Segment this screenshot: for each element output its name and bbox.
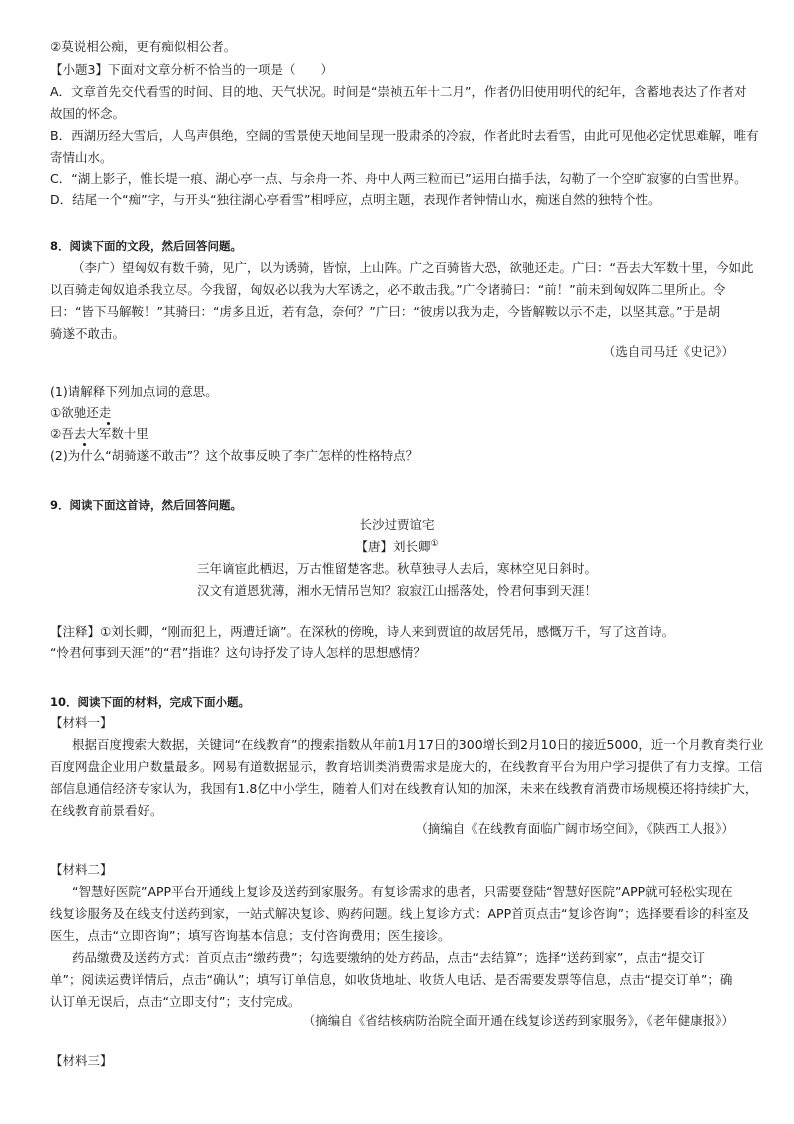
q8-item2: ②吾去大军数十里 <box>50 426 149 441</box>
material2-line4: 药品缴费及送药方式：首页点击“缴药费”；勾选要缴纳的处方药品，点击“去结算”；选择“送药到家”，点击“提交订 <box>72 950 705 965</box>
q9-question: “怜君何事到天涯”的“君”指谁？这句诗抒发了诗人怎样的思想感情？ <box>50 645 426 660</box>
material2-source: （摘编自《省结核病防治院全面开通在线复诊送药到家服务》，《老年健康报》） <box>302 1013 734 1028</box>
material1-source: （摘编自《在线教育面临广阔市场空间》，《陕西工人报》） <box>415 821 734 836</box>
material2-label: 【材料二】 <box>50 862 113 877</box>
material2-line1: “智慧好医院”APP平台开通线上复诊及送药到家服务。有复诊需求的患者，只需要登陆“智慧好医院”APP就可轻松实现在 <box>72 884 733 899</box>
q7-line-top: ②莫说相公痴，更有痴似相公者。 <box>50 39 237 54</box>
material1-line2: 百度网盘企业用户数量最多。网易有道数据显示，教育培训类消费需求是庞大的，在线教育平台为用户学习提供了有力支撑。工信 <box>50 759 763 774</box>
q8-sub2: (2)为什么“胡骑遂不敢击”？这个故事反映了李广怎样的性格特点？ <box>50 448 419 463</box>
emphasis-dot-zou <box>107 422 110 425</box>
material2-line2: 线复诊服务及在线支付送药到家，一站式解决复诊、购药问题。线上复诊方式：APP首页点击“复诊咨询”；选择要看诊的科室及 <box>50 906 750 921</box>
q9-heading: 9．阅读下面这首诗，然后回答问题。 <box>50 498 242 512</box>
poem-verse1: 三年谪宦此栖迟，万古惟留楚客悲。秋草独寻人去后，寒林空见日斜时。 <box>196 561 597 576</box>
material1-label: 【材料一】 <box>50 715 113 730</box>
poem-author <box>0 538 794 556</box>
q8-passage-line3: 曰：“皆下马解鞍！”其骑曰：“虏多且近，若有急，奈何？”广曰：“彼虏以我为走，今皆解鞍以示不走，以坚其意。”于是胡 <box>50 304 721 319</box>
q7-option-b-line1: B．西湖历经大雪后，人鸟声俱绝，空阔的雪景使天地间呈现一股肃杀的冷寂，作者此时去看雪，由此可见他必定忧思难解，唯有 <box>50 128 759 143</box>
q7-option-b-line2: 寄情山水。 <box>50 150 113 165</box>
q8-passage-line1: （李广）望匈奴有数千骑，见广，以为诱骑，皆惊，上山阵。广之百骑皆大恐，欲驰还走。广曰：“吾去大军数十里，今如此 <box>72 260 754 275</box>
poem-title: 长沙过贾谊宅 <box>359 517 435 532</box>
q8-source: （选自司马迁《史记》） <box>602 344 734 359</box>
material3-label: 【材料三】 <box>50 1053 113 1068</box>
q8-heading: 8．阅读下面的文段，然后回答问题。 <box>50 239 242 253</box>
q8-passage-line4: 骑遂不敢击。 <box>50 326 126 341</box>
material2-line5: 单”；阅读运费详情后，点击“确认”；填写订单信息，如收货地址、收货人电话、是否需要发票等信息，点击“提交订单”；确 <box>50 972 733 987</box>
poem-author-name: 【唐】刘长卿 <box>355 539 431 554</box>
q8-item1: ①欲驰还走 <box>50 405 112 420</box>
poem-verse2: 汉文有道恩犹薄，湘水无情吊岂知？寂寂江山摇落处，怜君何事到天涯！ <box>196 583 597 598</box>
q8-passage-line2: 以百骑走匈奴追杀我立尽。今我留，匈奴必以我为大军诱之，必不敢击我。”广令诸骑曰：“前！”前未到匈奴阵二里所止。令 <box>50 282 726 297</box>
material1-line3: 部信息通信经济专家认为，我国有1.8亿中小学生，随着人们对在线教育认知的加深，未来在线教育消费市场规模还将持续扩大， <box>50 781 758 796</box>
q7-sub3-prompt: 【小题3】下面对文章分析不恰当的一项是（ ） <box>50 62 333 77</box>
q7-option-d: D．结尾一个“痴”字，与开头“独往湖心亭看雪”相呼应，点明主题，表现作者钟情山水，痴迷自然的独特个性。 <box>50 192 661 207</box>
material2-line6: 认订单无误后，点击“立即支付”；支付完成。 <box>50 994 301 1009</box>
q7-option-a-line2: 故国的怀念。 <box>50 106 126 121</box>
material1-line4: 在线教育前景看好。 <box>50 803 163 818</box>
q7-option-c: C．“湖上影子，惟长堤一痕、湖心亭一点、与余舟一芥、舟中人两三粒而已”运用白描手法，勾勒了一个空旷寂寥的白雪世界。 <box>50 171 747 186</box>
q10-heading: 10．阅读下面的材料，完成下面小题。 <box>50 695 251 709</box>
q7-option-a-line1: A．文章首先交代看雪的时间、目的地、天气状况。时间是“崇祯五年十二月”，作者仍旧使用明代的纪年，含蓄地表达了作者对 <box>50 84 747 99</box>
emphasis-dot-qu <box>83 443 86 446</box>
q9-note: 【注释】①刘长卿，“刚而犯上，两遭迁谪”。在深秋的傍晚，诗人来到贾谊的故居凭吊，感慨万千，写了这首诗。 <box>50 624 675 639</box>
poem-author-note-mark: ① <box>430 538 439 549</box>
material2-line3: 医生，点击“立即咨询”；填写咨询基本信息；支付咨询费用；医生接诊。 <box>50 928 451 943</box>
material1-line1: 根据百度搜索大数据，关键词“在线教育”的搜索指数从年前1月17日的300增长到2月10日的接近5000，近一个月教育类行业 <box>72 737 764 752</box>
q8-sub1: (1)请解释下列加点词的意思。 <box>50 384 218 399</box>
